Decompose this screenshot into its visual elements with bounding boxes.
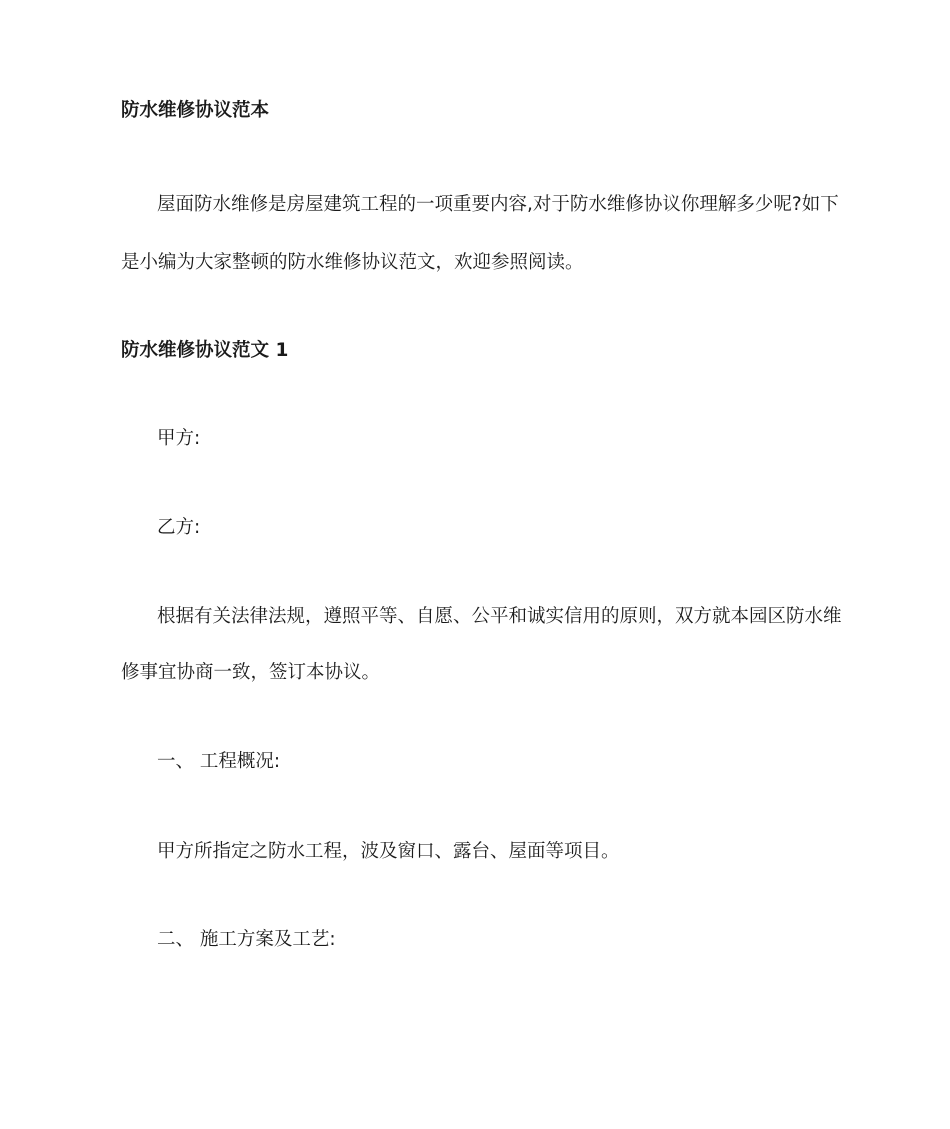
- intro-paragraph-line-1: 屋面防水维修是房屋建筑工程的一项重要内容,对于防水维修协议你理解多少呢?如下: [157, 194, 839, 215]
- basis-paragraph-line-2: 修事宜协商一致，签订本协议。: [121, 662, 381, 683]
- section-heading: 防水维修协议范文 1: [121, 340, 289, 361]
- item-1-text: 甲方所指定之防水工程，波及窗口、露台、屋面等项目。: [157, 841, 620, 862]
- party-b-label: 乙方:: [157, 517, 201, 538]
- basis-paragraph-line-1: 根据有关法律法规，遵照平等、自愿、公平和诚实信用的原则，双方就本园区防水维: [157, 606, 842, 627]
- item-2-heading: 二、 施工方案及工艺:: [157, 929, 336, 950]
- item-1-heading: 一、 工程概况:: [157, 751, 281, 772]
- intro-paragraph-line-2: 是小编为大家整顿的防水维修协议范文，欢迎参照阅读。: [121, 252, 584, 273]
- party-a-label: 甲方:: [157, 428, 201, 449]
- document-title: 防水维修协议范本: [121, 100, 270, 121]
